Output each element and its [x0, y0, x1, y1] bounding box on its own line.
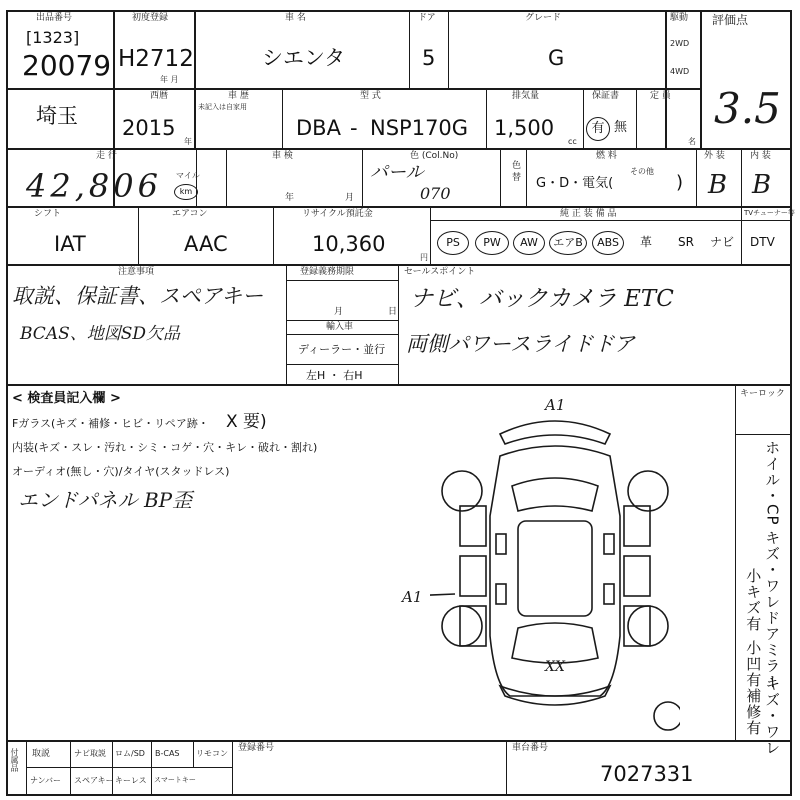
- exterior-label: 外 装: [704, 151, 725, 161]
- side-col1: ホイル・CP: [763, 440, 782, 526]
- reg-day: 日: [388, 307, 398, 317]
- inspector-line1: Fガラス(キズ・補修・ヒビ・リペア跡・: [12, 417, 209, 430]
- row-line: [26, 767, 232, 768]
- doors: 5: [422, 46, 436, 70]
- reg-deadline-label: 登録義務期限: [300, 267, 355, 277]
- acc-bcas: B-CAS: [155, 749, 180, 758]
- shift-label: シフト: [34, 209, 62, 219]
- col-line: [409, 10, 410, 88]
- equip-pw: PW: [475, 231, 509, 255]
- chassis-label: 車台番号: [512, 743, 549, 753]
- col-line: [486, 88, 487, 148]
- caution-line2: BCAS、地図SD欠品: [20, 324, 181, 344]
- col-line: [448, 10, 449, 88]
- interior-label: 内 装: [750, 151, 771, 161]
- inspector-title: < 検査員記入欄 >: [12, 391, 121, 406]
- col-line: [636, 88, 637, 148]
- inspector-line2: 内装(キズ・スレ・汚れ・シミ・コゲ・穴・キレ・破れ・割れ): [12, 441, 318, 454]
- model-year: 2015: [122, 116, 176, 140]
- border-bottom: [6, 794, 792, 796]
- col-line: [430, 220, 792, 221]
- key-label: キーロック: [740, 389, 785, 399]
- shaken-label: 車 検: [272, 151, 293, 161]
- row-line: [6, 384, 792, 386]
- year-suffix: 年: [184, 137, 192, 146]
- diagram-note-side: A1: [402, 588, 423, 606]
- side-col1b: キズ・ワレ: [763, 530, 782, 610]
- col-line: [665, 10, 667, 148]
- interior: B: [752, 170, 772, 200]
- acc-smartkey: スマートキー: [154, 776, 196, 784]
- diagram-note-front: A1: [545, 396, 566, 414]
- fuel-other: その他: [630, 167, 654, 176]
- col-line: [583, 88, 584, 148]
- warranty-label: 保証書: [592, 91, 620, 101]
- caution-label: 注意事項: [118, 267, 155, 277]
- side-col2: ドアミラー: [763, 610, 782, 690]
- sales-line2: 両側パワースライドドア: [406, 332, 635, 356]
- col-line: [735, 384, 736, 740]
- warranty-yes: 有: [586, 117, 610, 141]
- import-dealer: ディーラー・並行: [298, 343, 386, 356]
- col-line: [741, 148, 742, 206]
- col-line: [398, 264, 399, 384]
- car-name-label: 車 名: [285, 13, 306, 23]
- col-line: [700, 10, 702, 148]
- equip-aw: AW: [513, 231, 545, 255]
- acc-remote: リモコン: [196, 749, 228, 758]
- inspector-line1-mark: X 要): [226, 412, 267, 432]
- row-line: [6, 206, 792, 208]
- recycle-label: リサイクル預託金: [302, 209, 373, 219]
- model-prefix: DBA: [296, 116, 341, 140]
- exterior: B: [708, 170, 728, 200]
- capacity-unit: 名: [688, 137, 696, 146]
- col-line: [138, 206, 139, 264]
- accessories-label: 付属品: [10, 748, 19, 772]
- first-reg-value: H2712: [118, 46, 194, 72]
- color-side: 色 替: [510, 160, 520, 181]
- equip-sr: SR: [678, 235, 694, 249]
- diagram-note-rear: XX: [545, 659, 565, 675]
- reg-month: 月: [334, 307, 344, 317]
- col-line: [226, 148, 227, 206]
- fuel-options: G・D・電気(: [536, 176, 614, 191]
- col-line: [112, 740, 113, 794]
- lot-sub: [1323]: [26, 28, 80, 47]
- col-line: [741, 206, 742, 264]
- acc-manual: 取説: [32, 749, 51, 759]
- displacement-label: 排気量: [512, 91, 540, 101]
- grade: G: [548, 46, 565, 70]
- col-line: [696, 148, 697, 206]
- inspector-handwritten: エンドパネル BP歪: [18, 488, 193, 512]
- lot-number: 20079: [22, 49, 112, 82]
- region: 埼玉: [36, 104, 78, 128]
- score-label: 評価点: [712, 13, 749, 27]
- col-line: [193, 740, 194, 767]
- side-col2b: キズ・ワレ: [763, 676, 782, 756]
- first-reg-label: 初度登録: [132, 13, 169, 23]
- mileage-label: 走 行: [96, 151, 117, 161]
- shaken-year: 年: [285, 193, 295, 203]
- border-left: [6, 10, 8, 796]
- door-label: ドア: [418, 13, 436, 23]
- row-line: [6, 264, 792, 266]
- col-line: [286, 264, 287, 384]
- col-line: [151, 740, 152, 794]
- reg-no-label: 登録番号: [238, 743, 275, 753]
- chassis-number: 7027331: [600, 762, 694, 786]
- capacity-label: 定 員: [650, 91, 671, 101]
- recycle: 10,360: [312, 232, 386, 256]
- model-year-label: 西暦: [150, 91, 169, 101]
- col-line: [194, 10, 196, 148]
- col-line: [282, 88, 283, 148]
- fuel-label: 燃 料: [596, 151, 617, 161]
- sales-line1: ナビ、バックカメラ ETC: [410, 286, 674, 312]
- col-line: [232, 740, 233, 794]
- import-label: 輸入車: [326, 322, 354, 332]
- import-hand: 左H ・ 右H: [306, 369, 363, 382]
- drive-4wd: 4WD: [670, 67, 690, 76]
- year-month-label: 年 月: [160, 75, 179, 84]
- shift: IAT: [54, 232, 86, 256]
- color-label: 色 (Col.No): [410, 151, 459, 161]
- ac: AAC: [184, 232, 228, 256]
- drive-label: 駆動: [670, 13, 689, 23]
- fuel-close-paren: ): [676, 172, 684, 193]
- row-line: [735, 434, 792, 435]
- caution-line1: 取説、保証書、スペアキー: [12, 284, 264, 308]
- score: 3.5: [714, 84, 781, 133]
- color-number: 070: [420, 184, 451, 203]
- side-col4: 小凹有: [744, 640, 763, 688]
- row-line: [286, 364, 398, 365]
- col-line: [362, 148, 363, 206]
- row-line: [286, 334, 398, 335]
- displacement: 1,500: [494, 116, 555, 140]
- row-line: [6, 740, 792, 742]
- grade-label: グレード: [525, 13, 562, 23]
- row-line: [6, 88, 701, 90]
- side-col3: 小キズ有: [744, 568, 763, 632]
- ac-label: エアコン: [172, 209, 208, 219]
- acc-number: ナンバー: [30, 776, 62, 785]
- shaken-month: 月: [345, 193, 355, 203]
- col-line: [526, 148, 527, 206]
- model-code: NSP170G: [370, 116, 469, 140]
- row-line: [286, 320, 398, 321]
- equip-leather: 革: [640, 235, 653, 249]
- yen-label: 円: [420, 253, 428, 262]
- warranty-no: 無: [614, 120, 628, 135]
- km-label: km: [174, 184, 198, 200]
- acc-navi-manual: ナビ取説: [74, 749, 106, 758]
- col-line: [70, 740, 71, 794]
- equipment-label: 純 正 装 備 品: [560, 209, 617, 219]
- inspection-label: 車 歴: [228, 91, 249, 101]
- tuner-label: TVチューナー等: [744, 209, 795, 217]
- col-line: [430, 206, 431, 264]
- equip-airbag: エアB: [549, 231, 587, 255]
- color-handwritten: パール: [370, 162, 424, 183]
- border-top: [6, 10, 792, 12]
- acc-rom-sd: ロム/SD: [115, 749, 145, 758]
- col-line: [506, 740, 507, 794]
- inspection-note: 未記入は自家用: [198, 103, 247, 111]
- model-sep: -: [350, 116, 358, 140]
- model-label: 型 式: [360, 91, 381, 101]
- mileage: 42,806: [26, 167, 162, 205]
- equip-abs: ABS: [592, 231, 624, 255]
- car-name: シエンタ: [262, 46, 346, 70]
- equip-dtv: DTV: [750, 235, 775, 249]
- inspector-line3: オーディオ(無し・穴)/タイヤ(スタッドレス): [12, 465, 230, 478]
- border-right: [790, 10, 792, 796]
- mile-label: マイル: [176, 171, 200, 180]
- cc-label: cc: [568, 137, 577, 146]
- row-line: [286, 280, 398, 281]
- acc-spare-key: スペアキー: [74, 776, 114, 785]
- sales-label: セールスポイント: [404, 267, 476, 277]
- side-col5: 補修有: [744, 688, 763, 736]
- col-line: [500, 148, 501, 206]
- equip-ps: PS: [437, 231, 469, 255]
- equip-navi: ナビ: [710, 235, 735, 249]
- drive-2wd: 2WD: [670, 39, 690, 48]
- row-line: [6, 148, 792, 150]
- col-line: [273, 206, 274, 264]
- lot-label: 出品番号: [36, 13, 73, 23]
- acc-keyless: キーレス: [115, 776, 147, 785]
- car-diagram: [430, 396, 680, 736]
